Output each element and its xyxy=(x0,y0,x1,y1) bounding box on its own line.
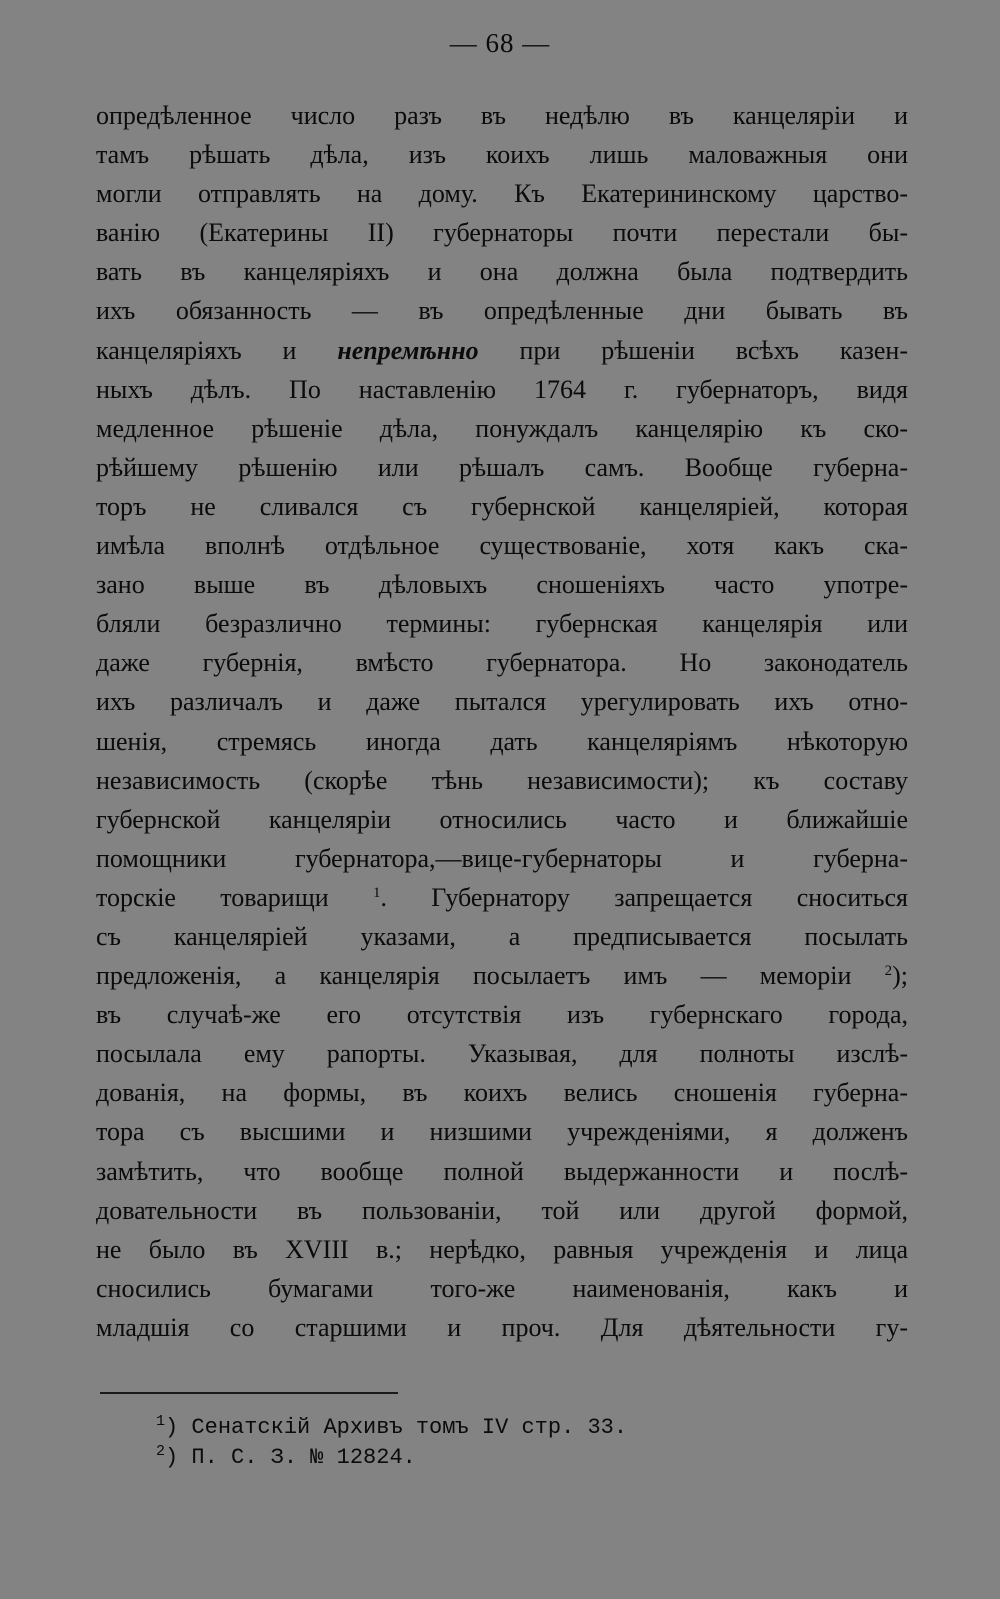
text-line: могли отправлять на дому. Къ Екатерининскому царство- xyxy=(96,179,908,209)
text-line: медленное рѣшеніе дѣла, понуждалъ канцелярію къ ско- xyxy=(96,413,908,443)
text-line xyxy=(96,878,908,917)
footnotes xyxy=(156,1413,862,1473)
text-line: тора съ высшими и низшими учрежденіями, я долженъ xyxy=(96,1117,908,1147)
text-line: ныхъ дѣлъ. По наставленію 1764 г. губернаторъ, видя xyxy=(96,374,908,404)
footnote-mark: 2 xyxy=(156,1443,166,1460)
text-line: шенія, стремясь иногда дать канцеляріямъ нѣкоторую xyxy=(96,726,908,756)
text-segment: канцеляріяхъ и xyxy=(96,335,297,365)
text-line: опредѣленное число разъ въ недѣлю въ канцеляріи и xyxy=(96,101,908,130)
text-line: вать въ канцеляріяхъ и она должна была подтвердить xyxy=(96,257,908,287)
text-line: съ канцеляріей указами, а предписывается посылать xyxy=(96,921,908,951)
text-line: тамъ рѣшать дѣла, изъ коихъ лишь маловажныя они xyxy=(96,140,908,170)
text-line: сносились бумагами того-же наименованія, какъ и xyxy=(96,1273,908,1303)
text-segment: . Губернатору запрещается сноситься xyxy=(380,882,908,912)
footnote xyxy=(156,1443,862,1473)
text-line: рѣйшему рѣшенію или рѣшалъ самъ. Вообще губерна- xyxy=(96,452,908,482)
footnote-divider xyxy=(100,1392,398,1394)
text-line: губернской канцеляріи относились часто и ближайшіе xyxy=(96,804,908,834)
text-line: не было въ XVIII в.; нерѣдко, равныя учрежденія и лица xyxy=(96,1234,908,1264)
text-line: довательности въ пользованіи, той или другой формой, xyxy=(96,1195,908,1225)
text-line: торъ не сливался съ губернской канцеляріей, которая xyxy=(96,491,908,521)
text-segment: предложенія, а канцелярія посылаетъ имъ — меморіи xyxy=(96,961,852,991)
text-line: независимость (скорѣе тѣнь независимости); къ составу xyxy=(96,765,908,795)
footnote-mark: 1 xyxy=(156,1413,166,1430)
text-line: даже губернія, вмѣсто губернатора. Но законодатель xyxy=(96,648,908,678)
text-line: дованія, на формы, въ коихъ велись сношенія губерна- xyxy=(96,1078,908,1108)
page-number: — 68 — xyxy=(449,28,551,58)
text-line: ихъ обязанность — въ опредѣленные дни бывать въ xyxy=(96,296,908,326)
text-segment: ); xyxy=(892,961,908,991)
text-segment: при рѣшеніи всѣхъ казен- xyxy=(519,335,908,365)
emphasized-word: непремѣнно xyxy=(337,335,479,365)
text-line: младшія со старшими и проч. Для дѣятельности гу- xyxy=(96,1312,908,1342)
body-text xyxy=(96,96,908,1347)
footnote xyxy=(156,1413,862,1443)
text-line: ихъ различалъ и даже пытался урегулировать ихъ отно- xyxy=(96,687,908,717)
footnote-text: ) Сенатскій Архивъ томъ IV стр. 33. xyxy=(165,1415,628,1440)
footnote-reference: 2 xyxy=(884,963,893,980)
footnote-text: ) П. С. З. № 12824. xyxy=(165,1445,416,1470)
text-line: замѣтить, что вообще полной выдержанности и послѣ- xyxy=(96,1156,908,1186)
text-line xyxy=(96,956,908,995)
text-line: посылала ему рапорты. Указывая, для полноты изслѣ- xyxy=(96,1039,908,1069)
text-line: ванію (Екатерины II) губернаторы почти перестали бы- xyxy=(96,218,908,248)
text-line: въ случаѣ-же его отсутствія изъ губернскаго города, xyxy=(96,1000,908,1030)
footnote-reference: 1 xyxy=(372,884,381,901)
text-line: имѣла вполнѣ отдѣльное существованіе, хотя какъ ска- xyxy=(96,531,908,561)
text-line: зано выше въ дѣловыхъ сношеніяхъ часто употре- xyxy=(96,570,908,600)
text-segment: торскіе товарищи xyxy=(96,882,329,912)
text-line: помощники губернатора,—вице-губернаторы и губерна- xyxy=(96,843,908,873)
text-line: бляли безразлично термины: губернская канцелярія или xyxy=(96,609,908,639)
text-line xyxy=(96,331,908,370)
